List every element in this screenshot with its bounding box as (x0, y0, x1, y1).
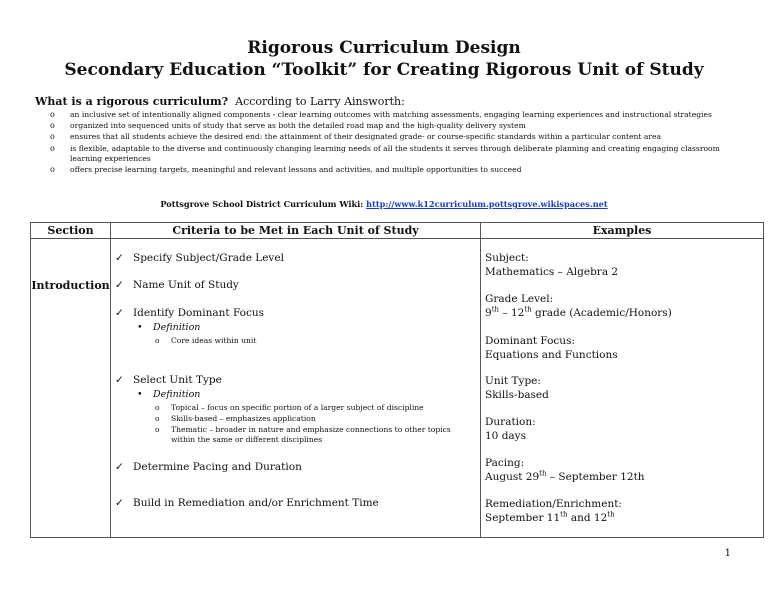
bullet-icon: • (137, 322, 143, 333)
criterion-name-unit: ✓ Name Unit of Study (115, 279, 239, 291)
intro-question (35, 95, 405, 108)
list-item: o is flexible, adaptable to the diverse and continuously changing learning needs of all the students it serves through deliberate planning and creating engaging classroom learning experiences (50, 143, 720, 164)
bullet-icon: o (50, 165, 55, 175)
header-examples: Examples (592, 224, 652, 237)
example-grade: Grade Level: 9th – 12th grade (Academic/Honors) (485, 293, 672, 319)
check-icon: ✓ (115, 279, 124, 291)
section-label: Introduction (31, 279, 110, 292)
check-icon: ✓ (115, 374, 124, 386)
bullet-icon: o (155, 403, 160, 412)
header-criteria: Criteria to be Met in Each Unit of Study (172, 224, 419, 237)
document-title: Rigorous Curriculum Design (247, 38, 521, 58)
focus-definition: • Definition (137, 322, 201, 333)
document-subtitle: Secondary Education “Toolkit” for Creating Rigorous Unit of Study (64, 60, 704, 80)
attribution-text: According to Larry Ainsworth: (235, 95, 405, 108)
header-divider (31, 238, 763, 239)
header-section: Section (47, 224, 94, 237)
focus-sub-item: o Core ideas within unit (155, 336, 257, 345)
criterion-subject: ✓ Specify Subject/Grade Level (115, 252, 284, 264)
criterion-dominant-focus: ✓ Identify Dominant Focus (115, 307, 265, 319)
bullet-icon: o (50, 143, 55, 153)
wiki-label: Pottsgrove School District Curriculum Wiki: (160, 199, 364, 209)
example-duration: Duration: 10 days (485, 416, 536, 442)
check-icon: ✓ (115, 461, 124, 473)
check-icon: ✓ (115, 497, 124, 509)
list-item: o ensures that all students achieve the desired end: the attainment of their designated grade- or course-specific standards within a particular content area (50, 132, 662, 142)
column-divider (110, 223, 111, 537)
wiki-link[interactable]: http://www.k12curriculum.pottsgrove.wikispaces.net (366, 199, 608, 209)
question-text: What is a rigorous curriculum? (35, 95, 229, 108)
example-subject: Subject: Mathematics – Algebra 2 (485, 252, 619, 278)
bullet-icon: o (50, 132, 55, 142)
criterion-remediation: ✓ Build in Remediation and/or Enrichment Time (115, 497, 379, 509)
type-sub-item: o Skills-based – emphasizes application (155, 414, 316, 423)
criterion-pacing: ✓ Determine Pacing and Duration (115, 461, 302, 473)
criterion-unit-type: ✓ Select Unit Type (115, 374, 222, 386)
list-item: o organized into sequenced units of study that serve as both the detailed road map and the high-quality delivery system (50, 121, 526, 131)
example-pacing: Pacing: August 29th – September 12th (485, 457, 645, 483)
type-definition: • Definition (137, 389, 201, 400)
list-item: o offers precise learning targets, meaningful and relevant lessons and activities, and multiple opportunities to succeed (50, 165, 522, 175)
example-unit-type: Unit Type: Skills-based (485, 375, 549, 401)
list-item: o an inclusive set of intentionally aligned components - clear learning outcomes with matching assessments, engaging learning experiences and instructional strategies (50, 110, 712, 119)
type-sub-item: o Thematic – broader in nature and emphasize connections to other topics within the same or different disciplines (155, 425, 451, 444)
type-sub-item: o Topical – focus on specific portion of a larger subject of discipline (155, 403, 424, 412)
bullet-icon: o (50, 121, 55, 131)
bullet-icon: o (155, 336, 160, 345)
check-icon: ✓ (115, 252, 124, 264)
example-focus: Dominant Focus: Equations and Functions (485, 335, 618, 361)
column-divider (480, 223, 481, 537)
unit-table (30, 222, 764, 538)
bullet-icon: o (50, 110, 55, 119)
definition-list (48, 110, 728, 176)
check-icon: ✓ (115, 307, 124, 319)
wiki-line (0, 199, 768, 209)
page-number: 1 (724, 548, 731, 559)
bullet-icon: o (155, 414, 160, 423)
example-remediation: Remediation/Enrichment: September 11th and 12th (485, 498, 622, 524)
bullet-icon: • (137, 389, 143, 400)
bullet-icon: o (155, 425, 160, 434)
